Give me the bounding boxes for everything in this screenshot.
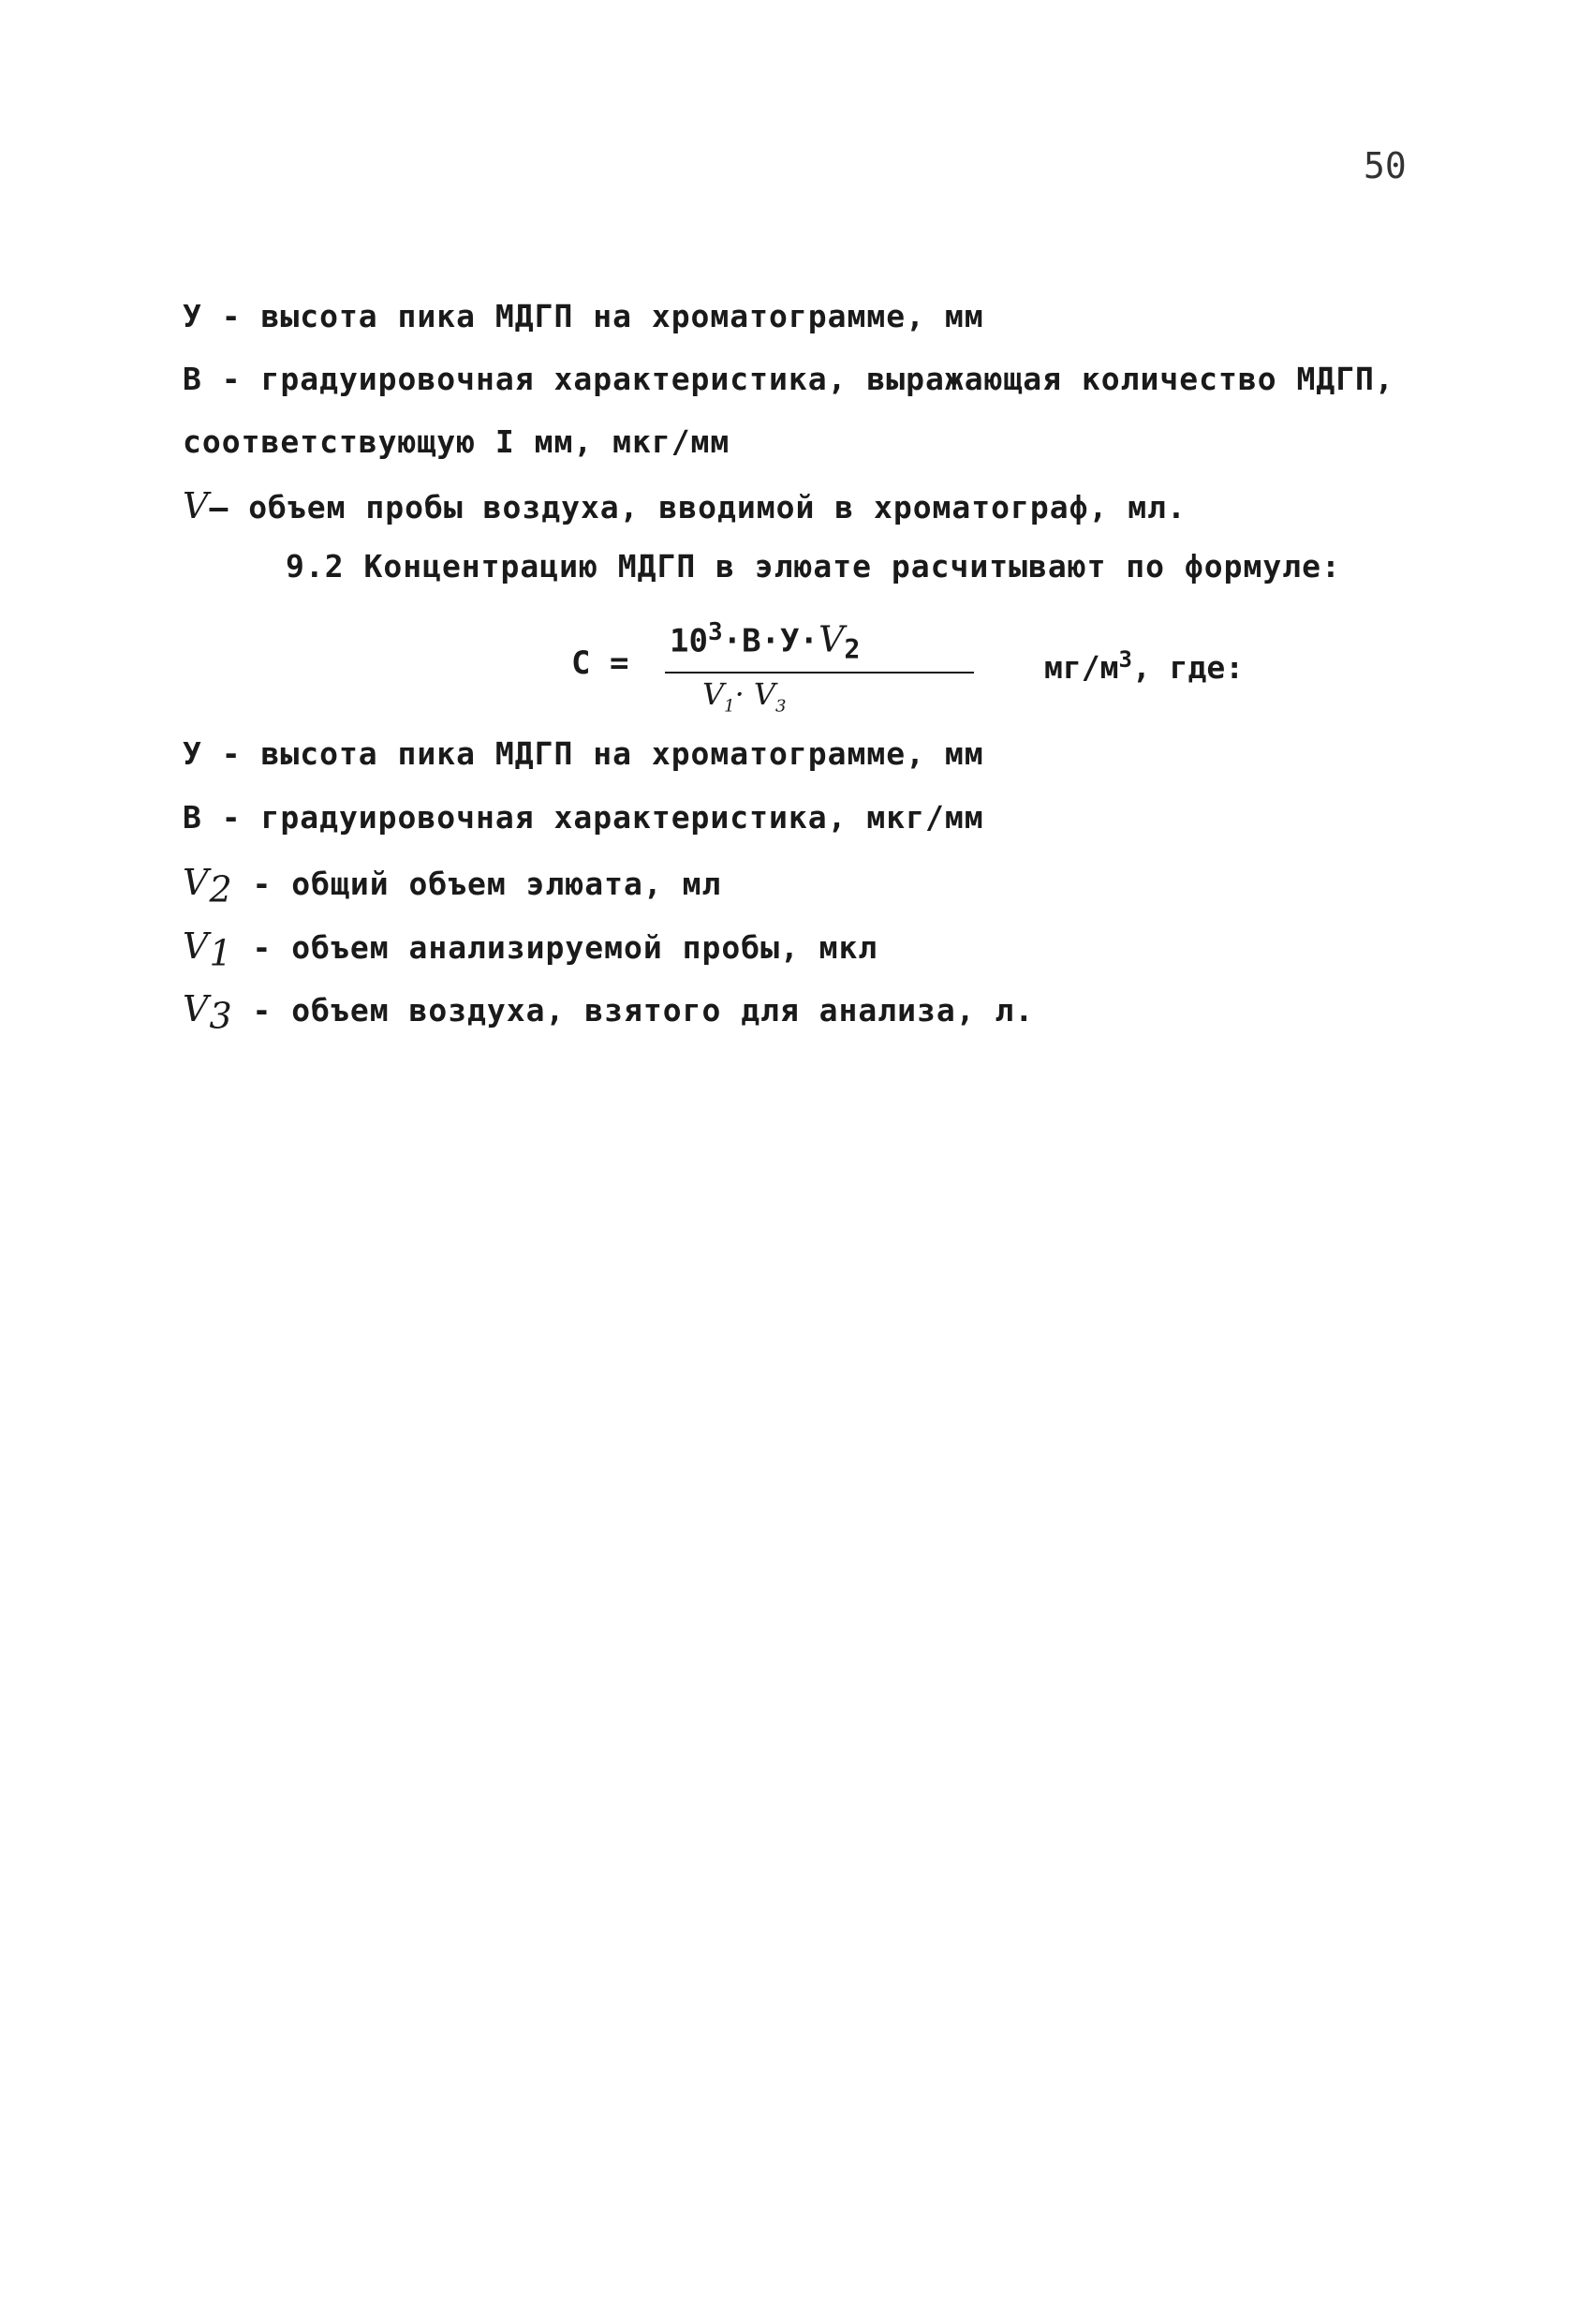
definition-text: - общий объем элюата, мл <box>252 866 722 902</box>
numerator-rest: ·В·У· <box>722 622 819 660</box>
symbol-v2-sub: 2 <box>209 868 233 910</box>
formula-numerator <box>670 618 860 665</box>
symbol-v1-sub: 1 <box>209 932 233 974</box>
denominator-dot: · <box>734 676 745 712</box>
denominator-v1-sub: 1 <box>724 696 735 717</box>
definition-line-b-continued: соответствующую I мм, мкг/мм <box>183 423 730 460</box>
symbol-v1: V <box>183 925 210 967</box>
definition-line-y: У - высота пика МДГП на хроматограмме, мм <box>183 298 984 334</box>
definition-line-v <box>183 485 1187 526</box>
numerator-base: 10 <box>670 622 708 660</box>
concentration-formula <box>571 618 1283 731</box>
definition-line-b: В - градуировочная характеристика, выражающая количество МДГП, <box>183 361 1394 397</box>
definition-line-v2 <box>183 862 721 910</box>
formula-lhs: С = <box>571 644 629 682</box>
denominator-v3-sub: 3 <box>775 696 787 717</box>
definition-line-v3 <box>183 988 1034 1037</box>
paragraph-9-2: 9.2 Концентрацию МДГП в элюате расчитывают по формуле: <box>286 548 1341 585</box>
denominator-v3: V <box>753 676 776 712</box>
symbol-v2: V <box>183 862 210 903</box>
numerator-v-sub: 2 <box>844 634 861 666</box>
numerator-exponent: 3 <box>707 618 723 646</box>
definition-line-y-2: У - высота пика МДГП на хроматограмме, мм <box>183 735 984 772</box>
formula-denominator <box>702 676 786 716</box>
definition-text: - объем анализируемой пробы, мкл <box>252 929 878 966</box>
symbol-v3: V <box>183 988 210 1029</box>
fraction-bar <box>665 672 974 674</box>
units-exponent: 3 <box>1118 646 1132 673</box>
symbol-v: V <box>183 485 210 526</box>
units-base: мг/м <box>1044 649 1119 686</box>
symbol-v3-sub: 3 <box>209 995 233 1037</box>
definition-line-v1 <box>183 925 878 974</box>
numerator-v: V <box>818 618 845 660</box>
definition-text: – объем пробы воздуха, вводимой в хроматограф, мл. <box>209 489 1187 525</box>
page-number: 50 <box>1364 145 1407 186</box>
definition-text: - объем воздуха, взятого для анализа, л. <box>252 992 1035 1029</box>
definition-line-b-2: В - градуировочная характеристика, мкг/мм <box>183 799 984 836</box>
units-tail: , где: <box>1131 649 1245 686</box>
formula-units <box>1044 646 1244 686</box>
denominator-v1: V <box>702 676 725 712</box>
